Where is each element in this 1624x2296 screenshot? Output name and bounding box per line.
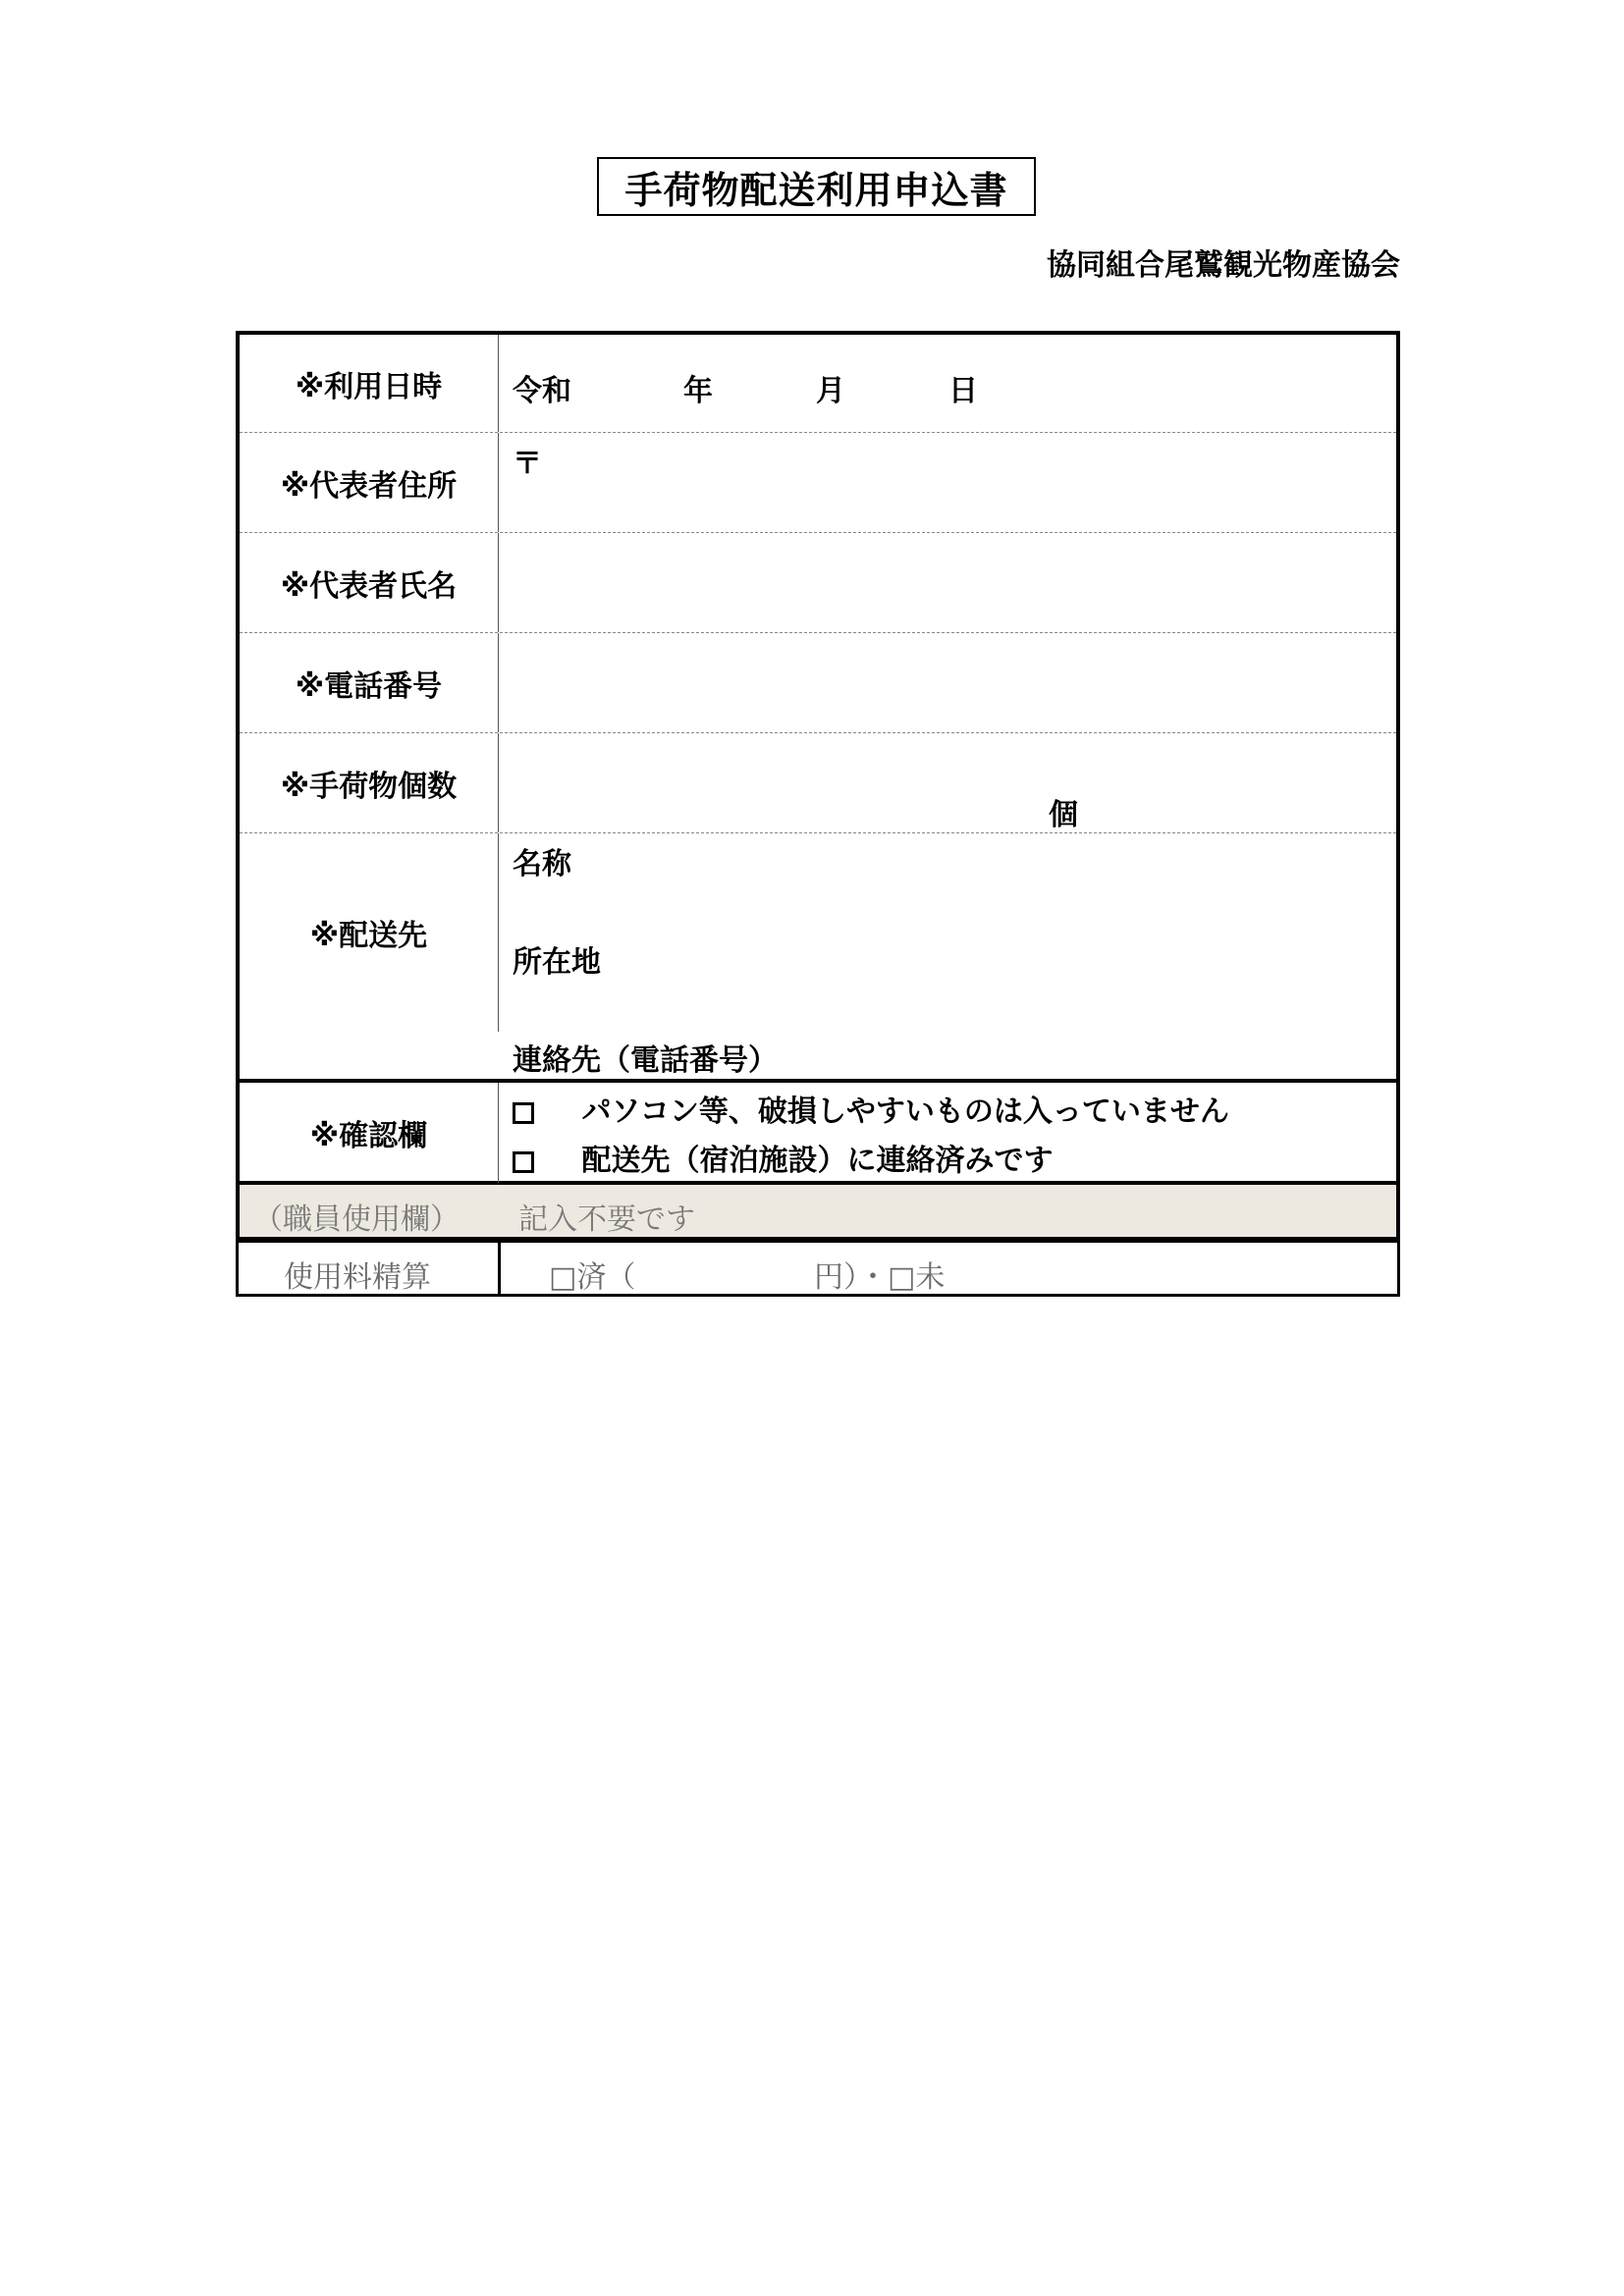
day-label: 日 [948,374,978,408]
checkbox-1[interactable] [513,1102,534,1124]
month-label: 月 [816,374,845,408]
name-field[interactable] [499,533,1396,632]
organization-name: 協同組合尾鷲観光物産協会 [1047,248,1400,283]
fee-settlement-label: 使用料精算 [284,1260,431,1295]
baggage-unit-label: 個 [1049,798,1078,832]
destination-row [240,833,1396,1078]
destination-name-label: 名称 [513,847,571,881]
name-label: ※代表者氏名 [240,533,499,632]
form-title: 手荷物配送利用申込書 [597,157,1036,216]
name-row [240,533,1396,633]
address-field[interactable] [499,433,1396,532]
phone-field[interactable] [499,633,1396,732]
phone-row [240,633,1396,733]
destination-field[interactable] [499,833,1396,1078]
usage-date-field[interactable] [499,335,1396,432]
address-row [240,433,1396,533]
destination-label: ※配送先 [240,833,499,1032]
confirmation-field [499,1083,1396,1183]
baggage-count-row [240,733,1396,833]
destination-contact-label: 連絡先（電話番号） [513,1043,778,1078]
staff-use-row [236,1185,1400,1240]
fee-settlement-row [236,1240,1400,1297]
destination-location-label: 所在地 [513,945,601,980]
confirmation-label: ※確認欄 [240,1083,499,1183]
postal-mark: 〒 [513,447,542,481]
baggage-count-label: ※手荷物個数 [240,733,499,832]
address-label: ※代表者住所 [240,433,499,532]
staff-use-label: （職員使用欄） [253,1202,460,1237]
confirm-item-2-text: 配送先（宿泊施設）に連絡済みです [581,1144,1054,1178]
usage-date-label: ※利用日時 [240,335,499,432]
confirm-item-1[interactable] [513,1087,1229,1130]
confirm-item-1-text: パソコン等、破損しやすいものは入っていません [581,1095,1229,1129]
confirm-item-2[interactable] [513,1136,1053,1179]
usage-date-row [240,335,1396,433]
fee-yen-unpaid-option[interactable]: 円）・□未 [814,1260,946,1295]
fee-paid-option[interactable]: □済（ [549,1260,636,1295]
staff-use-note: 記入不要です [518,1202,695,1237]
fee-divider [498,1243,501,1294]
application-form [236,331,1400,1185]
confirmation-row [240,1083,1396,1183]
checkbox-2[interactable] [513,1151,534,1173]
year-label: 年 [683,374,713,408]
baggage-count-field[interactable] [499,733,1396,832]
phone-label: ※電話番号 [240,633,499,732]
era-label: 令和 [513,374,571,408]
